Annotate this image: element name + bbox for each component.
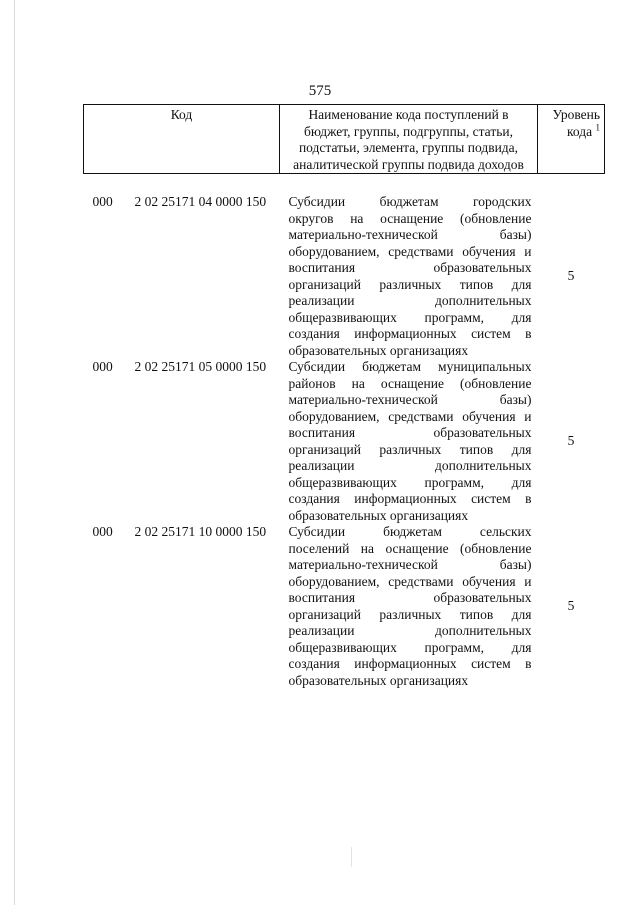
name-line: материально-технической базы): [288, 227, 532, 242]
footnote-marker: 1: [595, 122, 600, 132]
page-number: 575: [308, 83, 332, 99]
name-line: воспитания образовательных: [288, 425, 532, 440]
name-line: реализации дополнительных: [288, 458, 532, 473]
name-line: Субсидии бюджетам сельских: [288, 524, 532, 539]
code-cell: [84, 359, 280, 524]
name-line: оборудованием, средствами обучения и: [288, 408, 532, 424]
name-line: оборудованием, средствами обучения и: [288, 573, 532, 589]
level-cell: 5: [567, 598, 575, 614]
name-cell: [280, 194, 538, 359]
name-cell: [280, 359, 538, 524]
name-line: образовательных организациях: [288, 507, 469, 523]
name-line: воспитания образовательных: [288, 590, 532, 605]
table-header-row: [84, 105, 605, 174]
name-line: организаций различных типов для: [288, 606, 532, 622]
name-line: Субсидии бюджетам муниципальных: [288, 359, 532, 374]
table-row: [84, 524, 605, 689]
admin-code: 000: [92, 524, 113, 539]
name-line: создания информационных систем в: [288, 656, 532, 671]
name-line: организаций различных типов для: [288, 441, 532, 457]
name-line: материально-технической базы): [288, 557, 532, 572]
header-level-word: кода: [567, 123, 593, 139]
name-line: Субсидии бюджетам городских: [288, 194, 532, 209]
scan-artifact: [351, 847, 352, 867]
name-line: материально-технической базы): [288, 392, 532, 407]
table-spacer: [84, 174, 605, 195]
name-line: организаций различных типов для: [288, 276, 532, 292]
header-name-line: аналитической группы подвида доходов: [293, 156, 524, 172]
name-cell: [280, 524, 538, 689]
budget-classification-code: 2 02 25171 04 0000 150: [134, 194, 267, 209]
name-line: образовательных организациях: [288, 672, 469, 688]
name-line: воспитания образовательных: [288, 260, 532, 275]
name-line: оборудованием, средствами обучения и: [288, 243, 532, 259]
level-cell: 5: [567, 433, 575, 449]
code-cell: [84, 194, 280, 359]
name-line: округов на оснащение (обновление: [288, 210, 532, 226]
header-level-line: Уровень: [552, 107, 600, 122]
name-line: реализации дополнительных: [288, 623, 532, 638]
header-name-line: Наименование кода поступлений в: [308, 107, 509, 122]
header-name-line: бюджет, группы, подгруппы, статьи,: [304, 123, 513, 139]
admin-code: 000: [92, 359, 113, 374]
header-code: Код: [84, 105, 280, 174]
name-line: создания информационных систем в: [288, 326, 532, 341]
admin-code: 000: [92, 194, 113, 209]
name-line: реализации дополнительных: [288, 293, 532, 308]
header-level-line: [541, 124, 600, 141]
name-line: образовательных организациях: [288, 342, 469, 358]
name-line: поселений на оснащение (обновление: [288, 540, 532, 556]
code-cell: [84, 524, 280, 689]
header-name: [280, 105, 538, 174]
level-cell: 5: [567, 268, 575, 284]
table-row: [84, 359, 605, 524]
budget-classification-code: 2 02 25171 10 0000 150: [134, 524, 267, 539]
budget-classification-code: 2 02 25171 05 0000 150: [134, 359, 267, 374]
name-line: районов на оснащение (обновление: [288, 375, 532, 391]
page-edge-line: [14, 0, 15, 905]
table-row: [84, 194, 605, 359]
name-line: общеразвивающих программ, для: [288, 639, 532, 655]
name-line: общеразвивающих программ, для: [288, 309, 532, 325]
revenue-codes-table: [83, 104, 605, 689]
name-line: общеразвивающих программ, для: [288, 474, 532, 490]
name-line: создания информационных систем в: [288, 491, 532, 506]
header-level: [538, 105, 605, 174]
header-name-line: подстатьи, элемента, группы подвида,: [298, 140, 519, 155]
